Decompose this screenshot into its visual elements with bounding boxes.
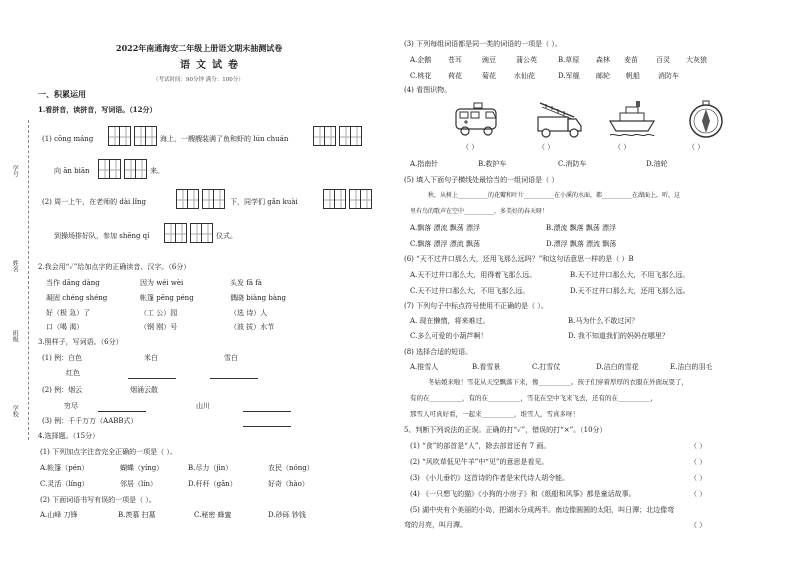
r-q3-A1[interactable]: A.企鹅	[410, 56, 432, 64]
r-q3-D2: 邮轮	[596, 72, 610, 80]
q2-row1-item2[interactable]: 因为 wéi wèi	[140, 279, 184, 287]
q3-blank-5[interactable]	[243, 426, 291, 427]
q4-sub2-optB[interactable]: B.羡慕 扫墓	[118, 511, 156, 519]
r-q3-B2: 森林	[596, 56, 610, 64]
r-q3-A2: 苍耳	[448, 56, 462, 64]
r-q7-stem: (7) 下列句子中标点符号使用不正确的是（ ）。	[404, 302, 548, 310]
margin-label-xingming: 姓名	[11, 260, 19, 272]
r-q5-text2: 里有鸟的歌声在空中__________，多美好的春天呀！	[410, 208, 549, 215]
r-q8-optC[interactable]: C.打雪仗	[532, 363, 561, 371]
r-q5-optB[interactable]: B.漂流 飘落 飘荡 漂浮	[546, 224, 617, 232]
r-q3-D1[interactable]: D.军舰	[558, 72, 580, 80]
q4-sub2-optD[interactable]: D.砂砾 钞钱	[268, 511, 306, 519]
r-q3-C1[interactable]: C.桃花	[410, 72, 432, 80]
r-q8-optA[interactable]: A.推雪人	[410, 363, 439, 371]
q3-blank-4[interactable]	[243, 411, 291, 412]
q2-row3-item2[interactable]: （工 公）园	[140, 309, 178, 317]
r-q8-para3: 那雪人可真好看，一起来__________，堆雪人，雪真多呀！	[410, 410, 579, 418]
r-q4-optD[interactable]: D.油轮	[646, 160, 668, 168]
r-q9-item5-tail: 弯的月亮，叫月潭。	[404, 521, 467, 529]
q2-row2-item1[interactable]: 凝固 chéng shéng	[46, 294, 108, 302]
compass-icon	[682, 97, 734, 141]
r-q5-text1: 秋，从树上__________的花瓣和叶片__________在小溪的水面，都__________在湖面上。听，这	[428, 192, 681, 199]
q4-sub1-optA1[interactable]: A.帐篷（pén）	[40, 464, 89, 472]
r-q9-item3: (3) 《小儿垂钓》这首诗的作者是宋代诗人胡令能。	[410, 474, 570, 482]
q4-title: 4.选择题。（15分）	[38, 432, 100, 440]
r-q3-A4: 蒲公英	[516, 56, 537, 64]
r-q4-optA[interactable]: A.指南针	[410, 160, 439, 168]
r-q9-paren1[interactable]: （ ）	[690, 442, 707, 450]
r-q8-para2: 有的在__________，有的在__________，雪花在空中飞来飞去，还有的在__________，	[410, 394, 657, 402]
r-q5-optA[interactable]: A.飘落 漂流 飘荡 漂浮	[410, 224, 480, 232]
part1-heading: 一、积累运用	[38, 89, 86, 99]
r-q9-title: 5、判断下列说法的正误。正确的打“✓”，错误的打“×”。（10分）	[404, 426, 607, 434]
q3-title: 3.照样子，写词语。（6分）	[38, 338, 123, 346]
r-q3-C3: 菊花	[482, 72, 496, 80]
margin-label-banji: 班级	[11, 330, 19, 342]
q2-title: 2.我会用“✓”给加点字的正确读音、汉字。（6分）	[38, 263, 191, 271]
q3-example2-given1: 穷尽	[64, 402, 78, 410]
q4-sub1-optA2: 蝴蝶（yíng）	[120, 464, 164, 472]
exam-title: 2022年南通海安二年级上册语文期末抽测试卷	[116, 43, 283, 53]
r-q4-paren3[interactable]: （ ）	[614, 143, 631, 151]
r-q9-paren4[interactable]: （ ）	[690, 490, 707, 498]
r-q6-optD[interactable]: D.天不过井口那么大，还用飞那么远。	[570, 287, 690, 295]
ambulance-icon	[452, 97, 504, 141]
q3-blank-1[interactable]	[128, 378, 176, 379]
r-q3-stem: (3) 下列每组词语都是同一类的词语的一项是（ ）。	[404, 40, 562, 48]
r-q7-optD[interactable]: D. 我不知道我们的妈妈在哪里？	[568, 332, 669, 340]
q2-row2-item3[interactable]: 偶晓 biàng bàng	[230, 294, 286, 302]
r-q9-item4: (4) 《一只想飞的猫》《小狗的小房子》和《纸船和风筝》都是童话故事。	[410, 490, 636, 498]
binding-line	[28, 120, 29, 440]
q2-row2-item2[interactable]: 帐篷 pēng péng	[140, 294, 194, 302]
r-q3-B1[interactable]: B.草原	[558, 56, 580, 64]
r-q9-item2: (2) “风吹草低见牛羊”中“见”的意思是看见。	[410, 458, 549, 466]
r-q8-optD[interactable]: D.洁白的雪花	[596, 363, 639, 371]
q4-sub1-optD1[interactable]: D.秆秆（gǎn）	[188, 480, 237, 488]
q3-blank-3[interactable]	[98, 411, 146, 412]
exam-subtitle: 语文试卷	[180, 60, 244, 71]
r-q9-item5: (5) 湖中央有个美丽的小岛，把湖水分成两半。南边像圆圆的太阳，叫日潭；北边像弯	[410, 506, 675, 514]
r-q8-optE[interactable]: E.洁白的羽毛	[670, 363, 713, 371]
q1-title: 1.看拼音，读拼音，写词语。（12分）	[38, 105, 157, 114]
q1-line2-b: 来。	[150, 167, 164, 175]
r-q4-paren2[interactable]: （ ）	[538, 143, 555, 151]
q4-sub2-optA[interactable]: A.山峰 刀锋	[40, 511, 78, 519]
margin-label-xuexiao: 学校	[11, 405, 19, 417]
fire-truck-icon	[534, 97, 586, 141]
r-q9-item1: (1) “食”的部首是“人”，除去部首还有 7 画。	[410, 442, 551, 450]
q1-line3-b: 下，同学们 gǎn kuài	[230, 198, 298, 206]
q2-row4-item2[interactable]: （钢 刚）号	[140, 323, 178, 331]
r-q4-paren1[interactable]: （ ）	[462, 143, 479, 151]
q4-sub1-optB1[interactable]: B.尽力（jìn）	[188, 464, 233, 472]
r-q6-stem: (6) “天不过井口那么大，还用飞那么远吗？”和这句话意思一样的是（ ）B	[404, 255, 634, 263]
q1-answer-grid-4[interactable]	[176, 189, 224, 209]
r-q7-optA[interactable]: A. 现在懒惰，将来难过。	[410, 317, 490, 325]
q1-line3-a: (2) 周一上午，在老师的 dài lǐng	[42, 198, 146, 206]
q2-row1-item1[interactable]: 当作 dāng dàng	[46, 279, 100, 287]
ship-icon	[606, 97, 658, 141]
r-q3-B4: 百灵	[656, 56, 670, 64]
r-q5-stem: (5) 填入下面句子横线处最恰当的一组词语是（ ）	[404, 176, 559, 184]
margin-label-xuehao: 学号	[11, 165, 19, 177]
q4-sub2-optC[interactable]: C.秘密 蜂蜜	[194, 511, 232, 519]
r-q3-D4: 消防车	[658, 72, 679, 80]
q2-row4-item3[interactable]: （波 拔）水节	[230, 323, 275, 331]
q1-line1-b: 海上，一艘艘装满了鱼和虾的 lún chuán	[160, 135, 289, 143]
r-q3-A3: 豌豆	[482, 56, 496, 64]
r-q6-optA[interactable]: A.天不过井口那么大，用得着飞那么远。	[410, 271, 537, 279]
r-q3-D3: 帆船	[626, 72, 640, 80]
r-q9-paren5[interactable]: （ ）	[690, 521, 707, 529]
r-q3-B3: 麦苗	[624, 56, 638, 64]
exam-meta: （考试时间：90分钟 满分：100分）	[153, 77, 244, 83]
q3-example1-given: 红色	[66, 369, 80, 377]
q3-example1-word2: 雪白	[224, 354, 238, 362]
q4-sub1-optD2: 好奇（hào）	[268, 480, 309, 488]
q3-example1-word1: 米白	[144, 354, 158, 362]
q2-row1-item3[interactable]: 头发 fā fà	[230, 279, 262, 287]
r-q8-optB[interactable]: B.看雪景	[472, 363, 501, 371]
q2-row3-item1[interactable]: 好（极 急）了	[46, 309, 91, 317]
q1-answer-grid-6[interactable]	[164, 223, 212, 243]
q1-line1-a: (1) cōng máng	[42, 135, 94, 143]
q3-example2-word: 烟涌云散	[130, 386, 158, 394]
r-q8-stem: (8) 选择合适的短语。	[404, 348, 473, 356]
r-q4-paren4[interactable]: （ ）	[688, 143, 705, 151]
r-q4-optC[interactable]: C.消防车	[558, 160, 587, 168]
q4-sub2-stem: (2) 下面词语书写有误的一项是（ ）。	[40, 496, 156, 504]
r-q3-C4: 水仙花	[514, 72, 535, 80]
r-q4-stem: (4) 看图识物。	[404, 86, 452, 94]
q4-sub1-optC2: 邻居（lín）	[120, 480, 157, 488]
r-q7-optC[interactable]: C.多么可爱的小葫芦啊！	[410, 332, 488, 340]
r-q9-paren2[interactable]: （ ）	[690, 458, 707, 466]
r-q9-paren3[interactable]: （ ）	[690, 474, 707, 482]
q3-example3-label: (3) 例：千千万万（AABB式）	[42, 417, 138, 425]
r-q5-optD[interactable]: D.漂浮 飘落 漂流 飘荡	[546, 240, 617, 248]
q3-example2-label: (2) 例：烟云	[42, 386, 83, 394]
q2-row4-item1[interactable]: 口（喝 渴）	[46, 323, 84, 331]
r-q8-para1: 冬姑娘来啦！雪花从天空飘落下来，像__________。孩子们穿着厚厚的衣服在外面玩耍了，	[428, 378, 688, 386]
q1-line2-a: 向 ān biān	[54, 167, 90, 175]
r-q5-optC[interactable]: C.飘落 漂浮 漂流 飘荡	[410, 240, 481, 248]
r-q6-optC[interactable]: C.天不过井口那么大，不用飞那么远。	[410, 287, 530, 295]
r-q7-optB[interactable]: B.马为什么不敢过河？	[568, 317, 639, 325]
r-q3-C2: 荷花	[448, 72, 462, 80]
r-q3-B5: 大灰狼	[686, 56, 707, 64]
q3-example1-label: (1) 例：白色	[42, 354, 83, 362]
q4-sub1-optC1[interactable]: C.灵活（líng）	[40, 480, 89, 488]
q1-answer-grid-5[interactable]	[323, 189, 371, 209]
q3-example2-given2: 山川	[196, 402, 210, 410]
r-q6-optB[interactable]: B.天不过井口那么大，不用飞那么远。	[570, 271, 690, 279]
q2-row3-item3[interactable]: （选 诗）人	[230, 309, 268, 317]
q1-answer-grid-1[interactable]	[108, 126, 156, 146]
q1-answer-grid-3[interactable]	[98, 159, 146, 179]
q1-line4-a: 到操场排好队，参加 shēng qí	[54, 232, 150, 240]
q1-line4-b: 仪式。	[216, 232, 237, 240]
q1-answer-grid-2[interactable]	[313, 126, 361, 146]
r-q4-optB[interactable]: B.救护车	[478, 160, 507, 168]
q3-blank-2[interactable]	[210, 378, 258, 379]
q4-sub1-stem: (1) 下列加点字注音完全正确的一项是（ ）。	[40, 448, 177, 456]
q4-sub1-optB2: 农民（nóng）	[268, 464, 314, 472]
